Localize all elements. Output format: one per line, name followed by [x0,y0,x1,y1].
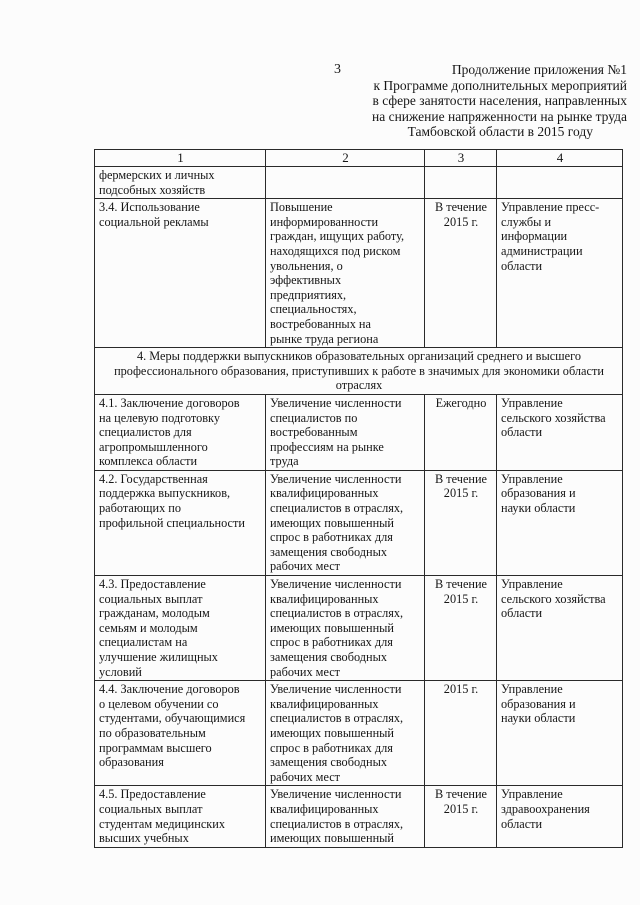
page-number: 3 [334,62,341,77]
result-cell: Увеличение численности квалифицированных специалистов в отраслях, имеющих повышенный спрос в работниках для замещения свободных рабочих мест [266,576,425,681]
section-4-heading: 4. Меры поддержки выпускников образовательных организаций среднего и высшего профессионального образования, приступивших к работе в значимых для экономики области отраслях [95,348,623,395]
executor-cell: Управление здравоохранения области [497,786,623,847]
result-cell: Увеличение численности квалифицированных специалистов в отраслях, имеющих повышенный [266,786,425,847]
table-row [95,394,623,470]
term-cell: В течение 2015 г. [425,470,497,575]
table-row [95,470,623,575]
measure-cell: 4.4. Заключение договоров о целевом обучении со студентами, обучающимися по образовательным программам высшего образования [95,681,266,786]
measure-cell: 4.1. Заключение договоров на целевую подготовку специалистов для агропромышленного комплекса области [95,394,266,470]
appendix-header [352,62,627,140]
executor-cell [497,167,623,199]
executor-cell: Управление пресс- службы и информации администрации области [497,199,623,348]
measure-cell: 4.2. Государственная поддержка выпускников, работающих по профильной специальности [95,470,266,575]
appendix-line-5: Тамбовской области в 2015 году [407,124,593,139]
executor-cell: Управление образования и науки области [497,681,623,786]
section-heading-row [95,348,623,395]
appendix-line-1: Продолжение приложения №1 [451,62,627,77]
table-row-continuation [95,167,623,199]
column-number-2: 2 [266,150,425,167]
executor-cell: Управление сельского хозяйства области [497,394,623,470]
measure-cell: 4.3. Предоставление социальных выплат гражданам, молодым семьям и молодым специалистам на улучшение жилищных условий [95,576,266,681]
column-number-1: 1 [95,150,266,167]
term-cell: 2015 г. [425,681,497,786]
result-cell [266,167,425,199]
result-cell: Увеличение численности квалифицированных специалистов в отраслях, имеющих повышенный спрос в работниках для замещения свободных рабочих мест [266,681,425,786]
appendix-line-3: в сфере занятости населения, направленных [372,93,627,108]
term-cell: В течение 2015 г. [425,786,497,847]
measure-cell: фермерских и личных подсобных хозяйств [95,167,266,199]
measure-cell: 3.4. Использование социальной рекламы [95,199,266,348]
table-row [95,786,623,847]
column-number-4: 4 [497,150,623,167]
result-cell: Повышение информированности граждан, ищущих работу, находящихся под риском увольнения, о эффективных предприятиях, специальностях, востребованных на рынке труда региона [266,199,425,348]
table-row [95,681,623,786]
executor-cell: Управление образования и науки области [497,470,623,575]
table-row [95,576,623,681]
column-number-3: 3 [425,150,497,167]
table-row-3-4 [95,199,623,348]
appendix-line-4: на снижение напряженности на рынке труда [371,108,627,124]
result-cell: Увеличение численности квалифицированных специалистов в отраслях, имеющих повышенный спрос в работниках для замещения свободных рабочих мест [266,470,425,575]
appendix-line-2: к Программе дополнительных мероприятий [373,77,627,93]
term-cell: В течение 2015 г. [425,576,497,681]
measure-cell: 4.5. Предоставление социальных выплат студентам медицинских высших учебных [95,786,266,847]
executor-cell: Управление сельского хозяйства области [497,576,623,681]
term-cell [425,167,497,199]
term-cell: В течение 2015 г. [425,199,497,348]
measures-table [94,149,623,848]
column-number-row [95,150,623,167]
term-cell: Ежегодно [425,394,497,470]
result-cell: Увеличение численности специалистов по востребованным профессиям на рынке труда [266,394,425,470]
